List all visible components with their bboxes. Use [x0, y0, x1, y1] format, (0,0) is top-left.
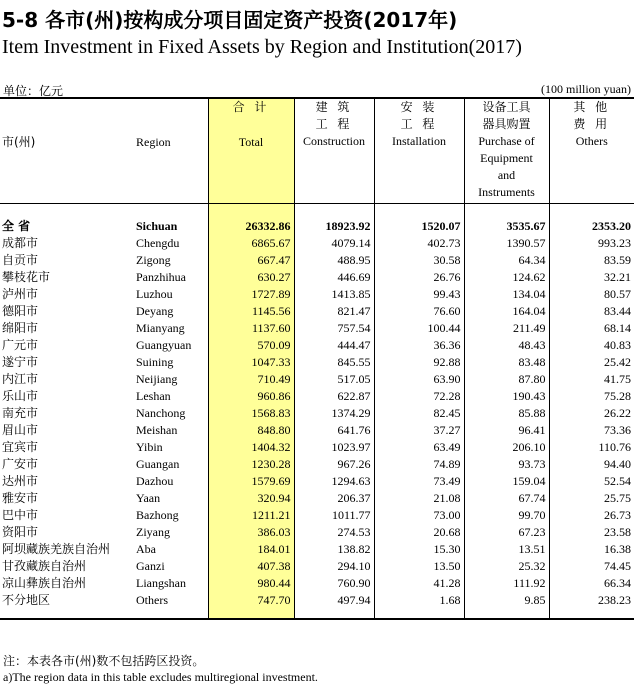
table-row [0, 303, 634, 320]
table-row-total [0, 204, 634, 236]
cell-others: 40.83 [549, 337, 634, 354]
cell-others: 26.73 [549, 507, 634, 524]
cell-others: 25.75 [549, 490, 634, 507]
cell-equipment: 9.85 [464, 592, 549, 619]
table-row [0, 269, 634, 286]
cell-city: 内江市 [2, 372, 39, 386]
table-row [0, 558, 634, 575]
cell-installation: 82.45 [374, 405, 464, 422]
cell-equipment: 99.70 [464, 507, 549, 524]
cell-city: 广安市 [2, 457, 39, 471]
cell-installation: 21.08 [374, 490, 464, 507]
cell-construction: 1294.63 [294, 473, 374, 490]
cell-city: 乐山市 [2, 389, 39, 403]
cell-city: 攀枝花市 [2, 270, 51, 284]
table-row [0, 320, 634, 337]
cell-region: Bazhong [136, 508, 179, 522]
cell-equipment: 67.23 [464, 524, 549, 541]
cell-installation: 37.27 [374, 422, 464, 439]
cell-equipment: 64.34 [464, 252, 549, 269]
cell-others: 993.23 [549, 235, 634, 252]
cell-total: 26332.86 [208, 204, 294, 236]
cell-installation: 1.68 [374, 592, 464, 619]
cell-total: 848.80 [208, 422, 294, 439]
cell-others: 238.23 [549, 592, 634, 619]
cell-total: 980.44 [208, 575, 294, 592]
cell-region: Dazhou [136, 474, 174, 488]
cell-installation: 26.76 [374, 269, 464, 286]
cell-others: 75.28 [549, 388, 634, 405]
table-row [0, 371, 634, 388]
cell-installation: 20.68 [374, 524, 464, 541]
cell-construction: 1011.77 [294, 507, 374, 524]
table-row [0, 337, 634, 354]
table-row [0, 575, 634, 592]
cell-installation: 402.73 [374, 235, 464, 252]
cell-others: 80.57 [549, 286, 634, 303]
cell-region: Ziyang [136, 525, 170, 539]
cell-others: 66.34 [549, 575, 634, 592]
cell-equipment: 96.41 [464, 422, 549, 439]
cell-region: Ganzi [136, 559, 165, 573]
cell-installation: 1520.07 [374, 204, 464, 236]
cell-construction: 1413.85 [294, 286, 374, 303]
cell-region: Leshan [136, 389, 171, 403]
header-city: 市(州) [0, 98, 126, 204]
cell-construction: 4079.14 [294, 235, 374, 252]
cell-city: 眉山市 [2, 423, 39, 437]
cell-city: 绵阳市 [2, 321, 39, 335]
cell-installation: 76.60 [374, 303, 464, 320]
cell-installation: 73.49 [374, 473, 464, 490]
cell-construction: 845.55 [294, 354, 374, 371]
cell-total: 960.86 [208, 388, 294, 405]
cell-construction: 138.82 [294, 541, 374, 558]
cell-installation: 92.88 [374, 354, 464, 371]
cell-city: 遂宁市 [2, 355, 39, 369]
cell-total: 6865.67 [208, 235, 294, 252]
cell-construction: 967.26 [294, 456, 374, 473]
table-row [0, 235, 634, 252]
cell-equipment: 111.92 [464, 575, 549, 592]
cell-equipment: 164.04 [464, 303, 549, 320]
cell-others: 23.58 [549, 524, 634, 541]
table-row [0, 524, 634, 541]
cell-others: 26.22 [549, 405, 634, 422]
cell-total: 386.03 [208, 524, 294, 541]
cell-construction: 444.47 [294, 337, 374, 354]
cell-others: 52.54 [549, 473, 634, 490]
cell-equipment: 48.43 [464, 337, 549, 354]
cell-construction: 1023.97 [294, 439, 374, 456]
cell-total: 1145.56 [208, 303, 294, 320]
table-body [0, 204, 634, 620]
cell-equipment: 159.04 [464, 473, 549, 490]
cell-equipment: 93.73 [464, 456, 549, 473]
table-row [0, 507, 634, 524]
cell-others: 68.14 [549, 320, 634, 337]
table-row [0, 439, 634, 456]
cell-equipment: 3535.67 [464, 204, 549, 236]
cell-region: Suining [136, 355, 174, 369]
cell-city: 宜宾市 [2, 440, 39, 454]
cell-others: 74.45 [549, 558, 634, 575]
cell-region: Guangyuan [136, 338, 192, 352]
cell-construction: 821.47 [294, 303, 374, 320]
cell-total: 1568.83 [208, 405, 294, 422]
table-row [0, 286, 634, 303]
cell-construction: 622.87 [294, 388, 374, 405]
cell-region: Chengdu [136, 236, 180, 250]
cell-region: Yibin [136, 440, 163, 454]
cell-construction: 497.94 [294, 592, 374, 619]
cell-city: 达州市 [2, 474, 39, 488]
cell-city: 德阳市 [2, 304, 39, 318]
cell-equipment: 206.10 [464, 439, 549, 456]
table-row [0, 388, 634, 405]
cell-construction: 517.05 [294, 371, 374, 388]
cell-region: Guangan [136, 457, 180, 471]
cell-total: 667.47 [208, 252, 294, 269]
cell-city: 阿坝藏族羌族自治州 [2, 542, 111, 556]
investment-table [0, 97, 634, 620]
cell-installation: 100.44 [374, 320, 464, 337]
cell-installation: 63.90 [374, 371, 464, 388]
cell-total: 1230.28 [208, 456, 294, 473]
cell-city: 资阳市 [2, 525, 39, 539]
header-region: Region [126, 98, 208, 204]
cell-installation: 30.58 [374, 252, 464, 269]
cell-installation: 15.30 [374, 541, 464, 558]
cell-installation: 74.89 [374, 456, 464, 473]
cell-installation: 36.36 [374, 337, 464, 354]
unit-label-en: (100 million yuan) [541, 82, 631, 96]
cell-equipment: 85.88 [464, 405, 549, 422]
cell-others: 110.76 [549, 439, 634, 456]
cell-city: 成都市 [2, 236, 39, 250]
cell-region: Panzhihua [136, 270, 186, 284]
cell-construction: 446.69 [294, 269, 374, 286]
cell-region: Meishan [136, 423, 178, 437]
cell-others: 73.36 [549, 422, 634, 439]
cell-construction: 1374.29 [294, 405, 374, 422]
cell-total: 1579.69 [208, 473, 294, 490]
cell-equipment: 190.43 [464, 388, 549, 405]
cell-others: 83.59 [549, 252, 634, 269]
cell-city: 自贡市 [2, 253, 39, 267]
cell-city: 不分地区 [0, 592, 126, 619]
cell-equipment: 87.80 [464, 371, 549, 388]
header-equipment: 设备工具 器具购置 Purchase of Equipment and Instruments [464, 98, 549, 204]
cell-construction: 641.76 [294, 422, 374, 439]
cell-equipment: 25.32 [464, 558, 549, 575]
cell-equipment: 211.49 [464, 320, 549, 337]
cell-construction: 488.95 [294, 252, 374, 269]
page-title-cn: 5-8 各市(州)按构成分项目固定资产投资(2017年) [2, 8, 458, 32]
cell-city: 雅安市 [2, 491, 39, 505]
page-title-en: Item Investment in Fixed Assets by Region and Institution(2017) [2, 36, 522, 58]
cell-region: Mianyang [136, 321, 185, 335]
cell-total: 1047.33 [208, 354, 294, 371]
cell-region: Deyang [136, 304, 174, 318]
cell-city: 泸州市 [2, 287, 39, 301]
cell-construction: 206.37 [294, 490, 374, 507]
table-row [0, 490, 634, 507]
cell-construction: 18923.92 [294, 204, 374, 236]
cell-others: 2353.20 [549, 204, 634, 236]
header-construction: 建 筑 工 程 Construction [294, 98, 374, 204]
cell-total: 1727.89 [208, 286, 294, 303]
cell-city: 南充市 [2, 406, 39, 420]
cell-others: 83.44 [549, 303, 634, 320]
cell-equipment: 1390.57 [464, 235, 549, 252]
cell-city: 广元市 [2, 338, 39, 352]
cell-city: 全 省 [2, 219, 31, 233]
table-row [0, 592, 634, 619]
cell-region: Aba [136, 542, 156, 556]
footnote-cn: 注：本表各市(州)数不包括跨区投资。 [3, 654, 205, 668]
cell-total: 320.94 [208, 490, 294, 507]
cell-region: Nanchong [136, 406, 186, 420]
cell-total: 1137.60 [208, 320, 294, 337]
cell-total: 710.49 [208, 371, 294, 388]
cell-others: 41.75 [549, 371, 634, 388]
cell-others: 16.38 [549, 541, 634, 558]
cell-installation: 41.28 [374, 575, 464, 592]
cell-total: 407.38 [208, 558, 294, 575]
cell-total: 1211.21 [208, 507, 294, 524]
cell-others: 32.21 [549, 269, 634, 286]
cell-installation: 63.49 [374, 439, 464, 456]
cell-total: 630.27 [208, 269, 294, 286]
header-total: 合 计 Total [208, 98, 294, 204]
cell-region: Neijiang [136, 372, 178, 386]
cell-equipment: 124.62 [464, 269, 549, 286]
cell-city: 甘孜藏族自治州 [2, 559, 87, 573]
cell-construction: 760.90 [294, 575, 374, 592]
header-installation: 安 装 工 程 Installation [374, 98, 464, 204]
cell-region: Luzhou [136, 287, 173, 301]
cell-city: 巴中市 [2, 508, 39, 522]
cell-city: 凉山彝族自治州 [2, 576, 87, 590]
cell-region: Liangshan [136, 576, 186, 590]
cell-total: 1404.32 [208, 439, 294, 456]
cell-construction: 294.10 [294, 558, 374, 575]
table-row [0, 456, 634, 473]
cell-installation: 99.43 [374, 286, 464, 303]
table-row [0, 405, 634, 422]
cell-region: Yaan [136, 491, 161, 505]
table-row [0, 473, 634, 490]
cell-equipment: 13.51 [464, 541, 549, 558]
table-row [0, 354, 634, 371]
cell-installation: 73.00 [374, 507, 464, 524]
cell-equipment: 83.48 [464, 354, 549, 371]
header-others: 其 他 费 用 Others [549, 98, 634, 204]
cell-construction: 274.53 [294, 524, 374, 541]
cell-equipment: 134.04 [464, 286, 549, 303]
table-row [0, 252, 634, 269]
cell-region: Zigong [136, 253, 171, 267]
cell-construction: 757.54 [294, 320, 374, 337]
cell-total: 747.70 [208, 592, 294, 619]
cell-equipment: 67.74 [464, 490, 549, 507]
footnote-en: a)The region data in this table excludes multiregional investment. [3, 670, 318, 684]
cell-installation: 13.50 [374, 558, 464, 575]
table-row [0, 422, 634, 439]
table-row [0, 541, 634, 558]
cell-total: 570.09 [208, 337, 294, 354]
cell-others: 25.42 [549, 354, 634, 371]
unit-label-cn: 单位：亿元 [3, 84, 64, 98]
cell-total: 184.01 [208, 541, 294, 558]
cell-installation: 72.28 [374, 388, 464, 405]
cell-region: Others [126, 592, 208, 619]
cell-region: Sichuan [136, 219, 178, 233]
cell-others: 94.40 [549, 456, 634, 473]
